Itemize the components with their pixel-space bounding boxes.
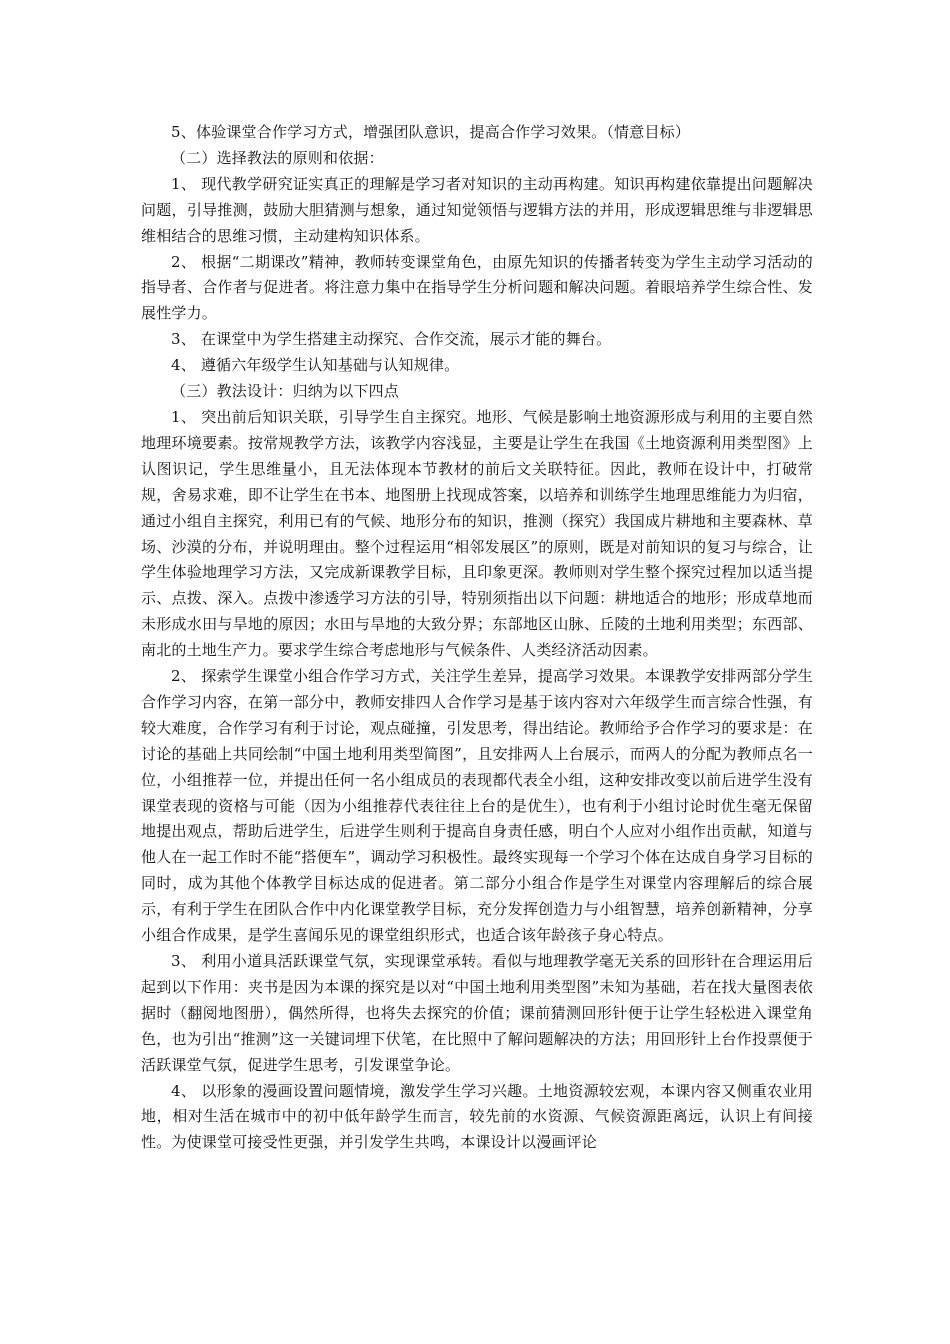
section-heading-method-design: （三）教法设计：归纳为以下四点 <box>171 382 400 401</box>
paragraph-principle-2: 2、 根据“二期课改”精神，教师转变课堂角色，由原先知识的传播者转变为学生主动学习活动的指导者、合作者与促进者。将注意力集中在指导学生分析问题和解决问题。着眼培养学生综合性、发展性学力。 <box>141 252 813 323</box>
paragraph-method-1: 1、 突出前后知识关联，引导学生自主探究。地形、气候是影响土地资源形成与利用的主要自然地理环境要素。按常规教学方法，该教学内容浅显，主要是让学生在我国《土地资源利用类型图》上认图识记，学生思维量小，且无法体现本节教材的前后文关联特征。因此，教师在设计中，打破常规，舍易求难，即不让学生在书本、地图册上找现成答案，以培养和训练学生地理思维能力为归宿，通过小组自主探究，利用已有的气候、地形分布的知识，推测（探究）我国成片耕地和主要森林、草场、沙漠的分布，并说明理由。整个过程运用“相邻发展区”的原则，既是对前知识的复习与综合，让学生体验地理学习方法，又完成新课教学目标，且印象更深。教师则对学生整个探究过程加以适当提示、点拨、深入。点拨中渗透学习方法的引导，特别须指出以下问题：耕地适合的地形；形成草地而未形成水田与旱地的原因；水田与旱地的大致分界；东部地区山脉、丘陵的土地利用类型；东西部、南北的土地生产力。要求学生综合考虑地形与气候条件、人类经济活动因素。 <box>141 407 813 660</box>
paragraph-principle-3: 3、 在课堂中为学生搭建主动探究、合作交流，展示才能的舞台。 <box>171 330 612 349</box>
document-page <box>141 120 813 1156</box>
paragraph-objective-5: 5、体验课堂合作学习方式，增强团队意识，提高合作学习效果。（情意目标） <box>171 123 691 141</box>
paragraph-principle-4: 4、 遵循六年级学生认知基础与认知规律。 <box>171 356 460 375</box>
paragraph-method-3: 3、 利用小道具活跃课堂气氛，实现课堂承转。看似与地理教学毫无关系的回形针在合理运用后起到以下作用：夹书是因为本课的探究是以对“中国土地利用类型图”未知为基础，若在找大量图表依据时（翻阅地图册），偶然所得，也将失去探究的价值；课前猜测回形针便于让学生轻松进入课堂角色，也为引出“推测”这一关键词埋下伏笔，在比照中了解问题解决的方法；用回形针上台作投票便于活跃课堂气氛，促进学生思考，引发课堂争论。 <box>141 952 813 1074</box>
paragraph-principle-1: 1、 现代教学研究证实真正的理解是学习者对知识的主动再构建。知识再构建依靠提出问题解决问题，引导推测，鼓励大胆猜测与想象，通过知觉领悟与逻辑方法的并用，形成逻辑思维与非逻辑思维相结合的思维习惯，主动建构知识体系。 <box>141 174 813 245</box>
paragraph-method-2: 2、 探索学生课堂小组合作学习方式，关注学生差异，提高学习效果。本课教学安排两部分学生合作学习内容，在第一部分中，教师安排四人合作学习是基于该内容对六年级学生而言综合性强，有较大难度，合作学习有利于讨论，观点碰撞，引发思考，得出结论。教师给予合作学习的要求是：在讨论的基础上共同绘制“中国土地利用类型简图”，且安排两人上台展示，而两人的分配为教师点名一位，小组推荐一位，并提出任何一名小组成员的表现都代表全小组，这种安排改变以前后进学生没有课堂表现的资格与可能（因为小组推荐代表往往上台的是优生），也有利于小组讨论时优生毫无保留地提出观点，帮助后进学生，后进学生则利于提高自身责任感，明白个人应对小组作出贡献，知道与他人在一起工作时不能“搭便车”，调动学习积极性。最终实现每一个学习个体在达成自身学习目标的同时，成为其他个体教学目标达成的促进者。第二部分小组合作是学生对课堂内容理解后的综合展示，有利于学生在团队合作中内化课堂教学目标，充分发挥创造力与小组智慧，培养创新精神，分享小组合作成果，是学生喜闻乐见的课堂组织形式，也适合该年龄孩子身心特点。 <box>141 667 813 945</box>
section-heading-principles: （二）选择教法的原则和依据： <box>171 148 384 167</box>
paragraph-method-4: 4、 以形象的漫画设置问题情境，激发学生学习兴趣。土地资源较宏观，本课内容又侧重农业用地，相对生活在城市中的初中低年龄学生而言，较先前的水资源、气候资源距离远，认识上有间接性。为使课堂可接受性更强，并引发学生共鸣，本课设计以漫画评论 <box>141 1081 813 1152</box>
